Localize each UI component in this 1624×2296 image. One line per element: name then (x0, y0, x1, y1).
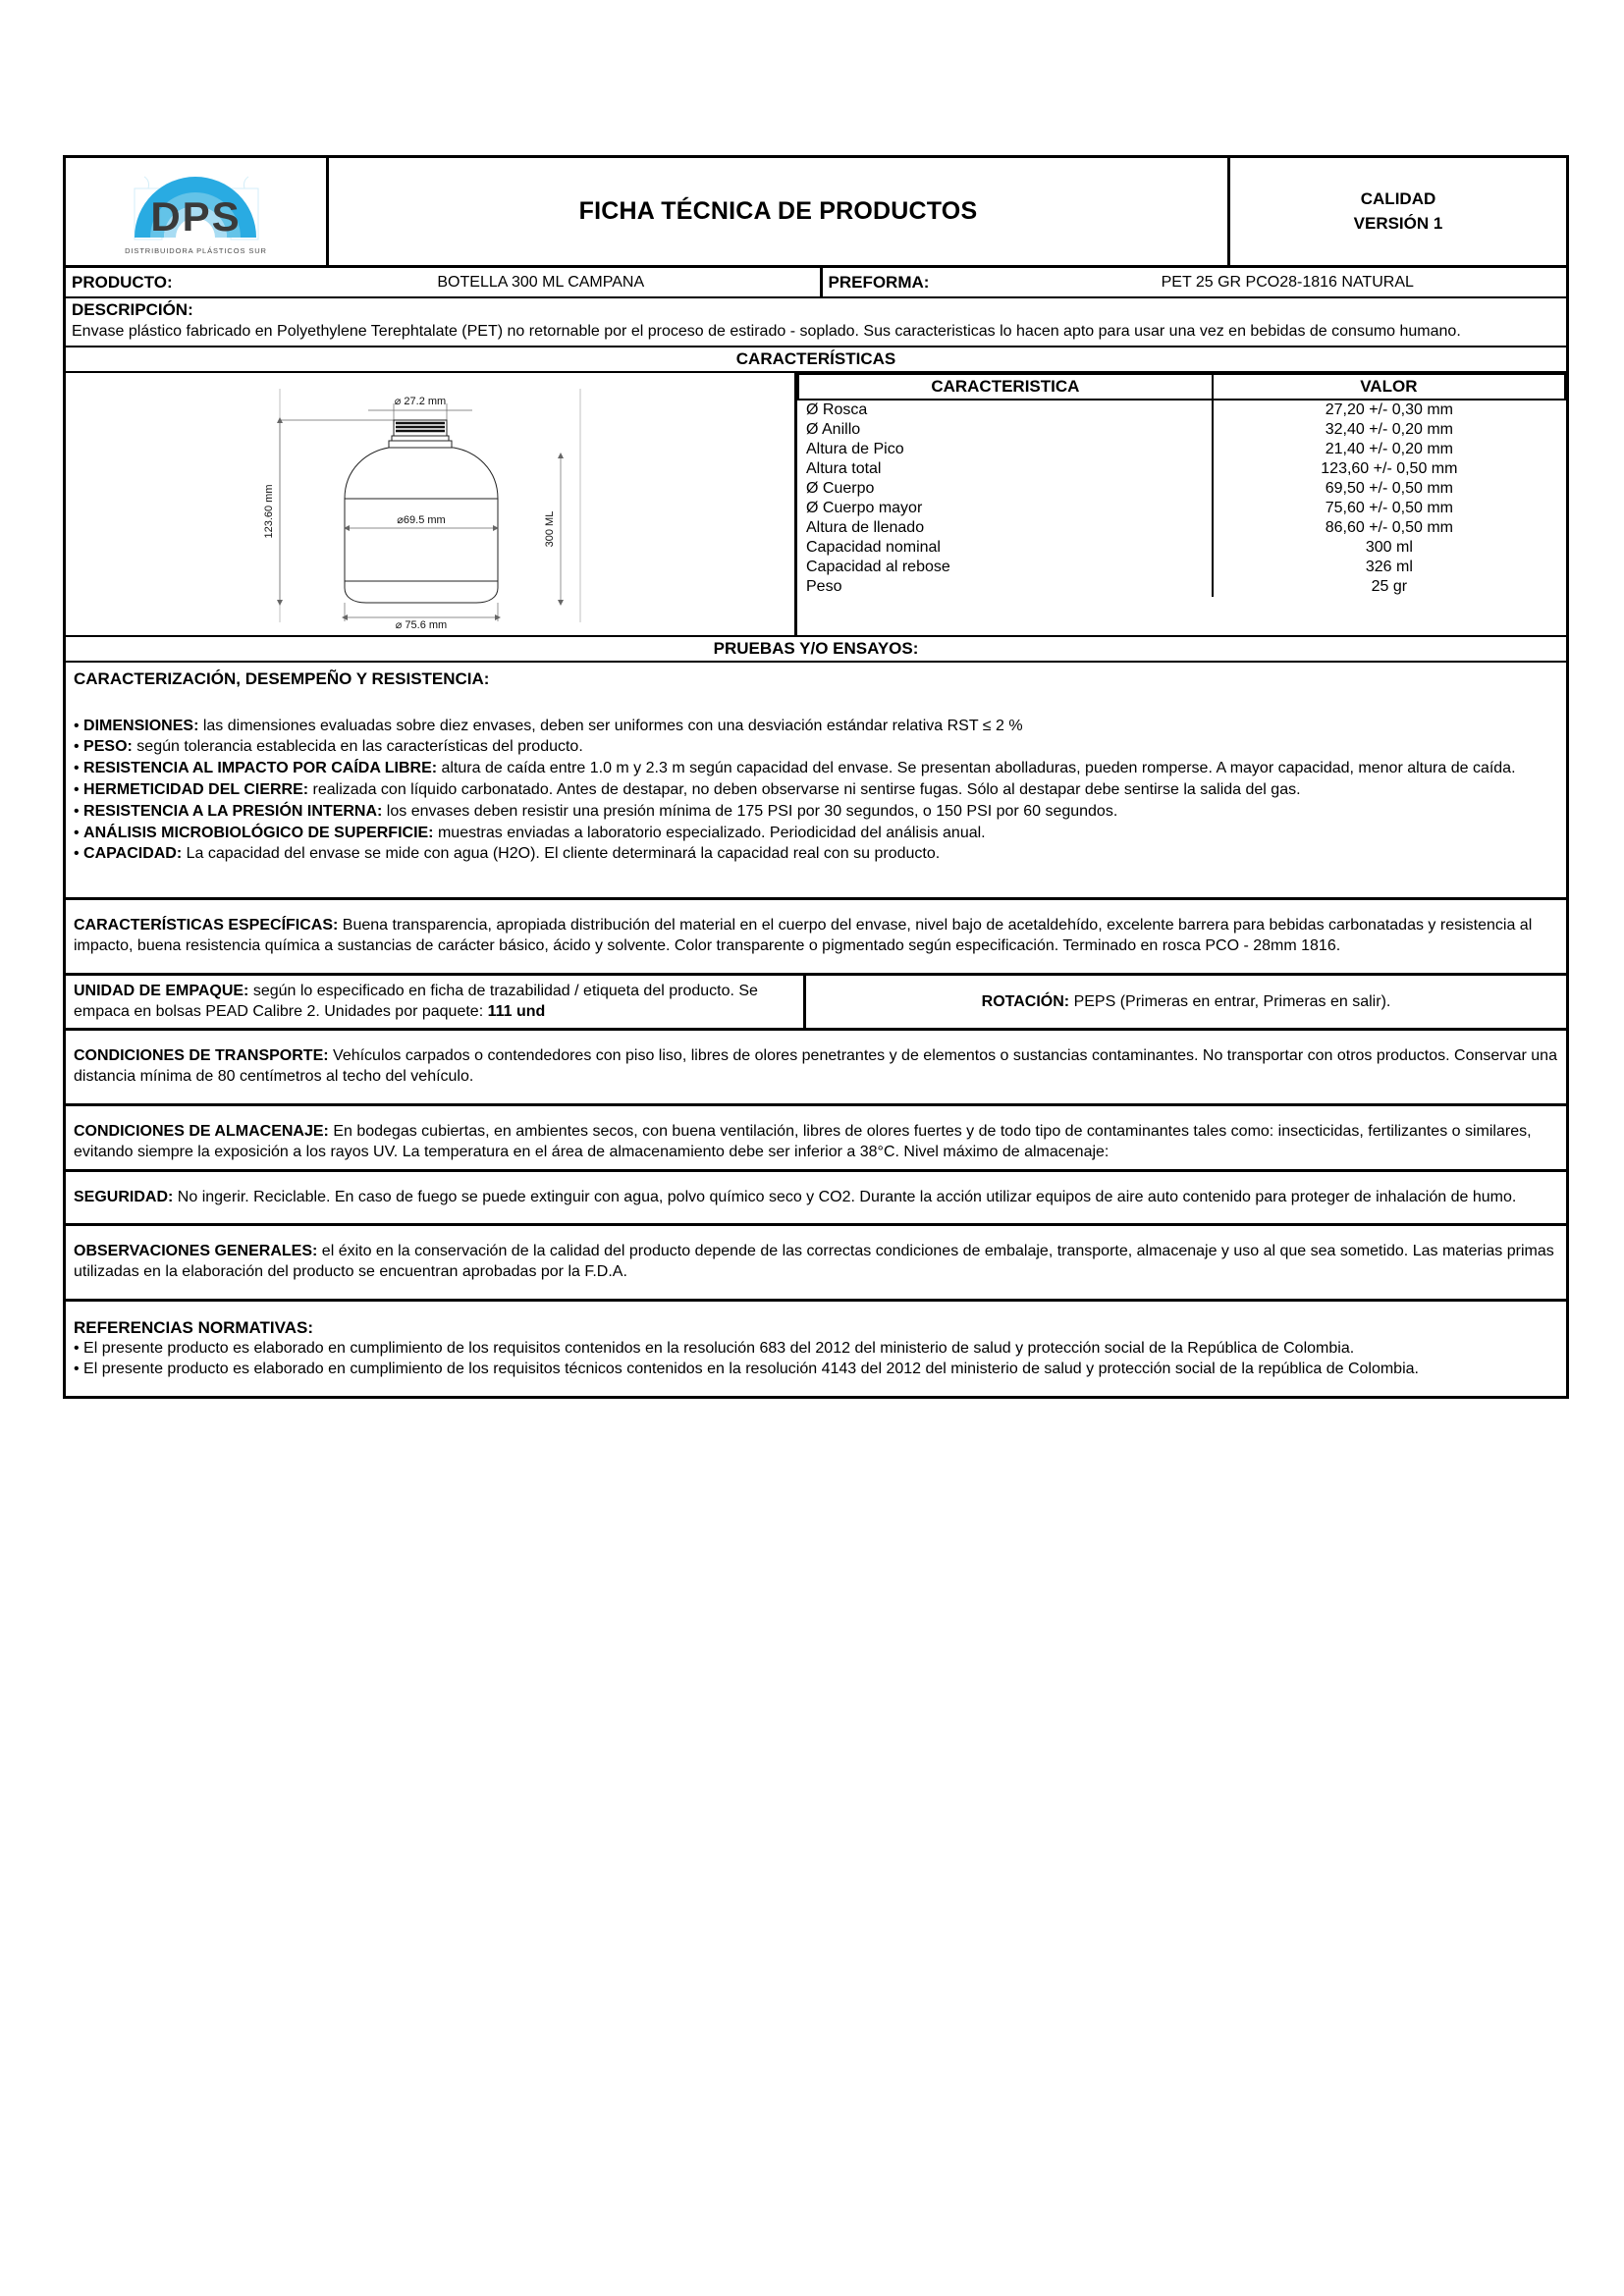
rotation-body: PEPS (Primeras en entrar, Primeras en salir). (1069, 992, 1391, 1010)
rotation-cell (806, 976, 1566, 1029)
char-name: Ø Cuerpo mayor (798, 499, 1213, 518)
normative-item: • El presente producto es elaborado en cumplimiento de los requisitos técnicos contenidos en la resolución 4143 del 2012 del ministerio de salud y protección social de la república de Colombia. (74, 1360, 1419, 1377)
characteristics-table-cell (797, 373, 1566, 635)
test-label: RESISTENCIA A LA PRESIÓN INTERNA: (83, 802, 383, 820)
dps-logo (105, 167, 287, 257)
document-title: FICHA TÉCNICA DE PRODUCTOS (329, 158, 1230, 265)
char-name: Capacidad nominal (798, 538, 1213, 558)
safety-section (66, 1172, 1566, 1227)
char-name: Capacidad al rebose (798, 558, 1213, 577)
safety-body: No ingerir. Reciclable. En caso de fuego se puede extinguir con agua, polvo químico seco y CO2. Durante la acción utilizar equipos de aire auto contenido para proteger de inhalación de humo. (173, 1188, 1517, 1205)
table-row (798, 499, 1565, 518)
test-item: • CAPACIDAD: La capacidad del envase se mide con agua (H2O). El cliente determinará la capacidad real con su producto. (74, 845, 941, 863)
normative-section (66, 1302, 1566, 1396)
storage-section (66, 1106, 1566, 1172)
test-text: La capacidad del envase se mide con agua (H2O). El cliente determinará la capacidad real con su producto. (182, 845, 941, 863)
test-text: según tolerancia establecida en las características del producto. (132, 738, 583, 756)
observations-body: el éxito en la conservación de la calidad del producto depende de las correctas condiciones de embalaje, transporte, almacenaje y uso al que sea sometido. Las materias primas utilizadas en la elaboración del producto se encuentran aprobadas por la F.D.A. (74, 1243, 1554, 1281)
characteristics-section (66, 373, 1566, 637)
version-label: VERSIÓN 1 (1353, 213, 1443, 233)
test-item: • DIMENSIONES: las dimensiones evaluadas sobre diez envases, deben ser uniformes con una desviación estándar relativa RST ≤ 2 % (74, 717, 1023, 734)
rotation-text (972, 993, 1401, 1011)
table-header-row (798, 374, 1565, 400)
product-value: BOTELLA 300 ML CAMPANA (262, 268, 823, 296)
tests-section (66, 663, 1566, 900)
logo-wordmark: DPS (150, 192, 242, 240)
product-label: PRODUCTO: (72, 272, 173, 292)
char-value: 326 ml (1365, 559, 1413, 576)
char-value: 123,60 +/- 0,50 mm (1321, 460, 1458, 478)
description-text: Envase plástico fabricado en Polyethylene Terephtalate (PET) no retornable por el proceso de estirado - soplado. Sus caracteristicas lo hacen apto para usar una vez en bebidas de consumo humano. (72, 323, 1461, 340)
table-row (798, 440, 1565, 459)
quality-version-cell (1230, 158, 1566, 265)
char-value: 27,20 +/- 0,30 mm (1325, 401, 1454, 419)
test-item: • HERMETICIDAD DEL CIERRE: realizada con líquido carbonatado. Antes de destapar, no deben observarse ni sentirse fugas. Sólo al destapar debe sentirse la salida del gas. (74, 780, 1301, 798)
packaging-label: UNIDAD DE EMPAQUE: (74, 982, 249, 999)
test-text: los envases deben resistir una presión mínima de 175 PSI por 30 segundos, o 150 PSI por 60 segundos. (382, 802, 1118, 820)
body-diameter-label: ⌀69.5 mm (397, 514, 446, 527)
test-text: muestras enviadas a laboratorio especializado. Periodicidad del análisis anual. (433, 824, 986, 841)
char-name: Peso (798, 577, 1213, 597)
storage-text (74, 1122, 1558, 1163)
packaging-text (74, 982, 795, 1023)
test-item: • RESISTENCIA A LA PRESIÓN INTERNA: los envases deben resistir una presión mínima de 175 PSI por 30 segundos, o 150 PSI por 60 segundos. (74, 802, 1118, 820)
table-row (798, 459, 1565, 479)
bottle-drawing-cell (66, 373, 797, 635)
table-row (798, 558, 1565, 577)
test-text: las dimensiones evaluadas sobre diez envases, deben ser uniformes con una desviación estándar relativa RST ≤ 2 % (198, 717, 1023, 734)
transport-section (66, 1031, 1566, 1106)
char-value: 69,50 +/- 0,50 mm (1325, 480, 1454, 498)
char-name: Ø Anillo (798, 420, 1213, 440)
tests-band: PRUEBAS Y/O ENSAYOS: (66, 637, 1566, 663)
test-label: ANÁLISIS MICROBIOLÓGICO DE SUPERFICIE: (83, 824, 434, 841)
table-row (798, 400, 1565, 420)
bottle-technical-drawing (219, 379, 641, 629)
test-label: PESO: (83, 738, 133, 756)
test-label: HERMETICIDAD DEL CIERRE: (83, 780, 309, 798)
char-name: Ø Rosca (798, 400, 1213, 420)
datasheet-table (63, 155, 1569, 1399)
packaging-body: según lo especificado en ficha de trazabilidad / etiqueta del producto. Se empaca en bolsas PEAD Calibre 2. Unidades por paquete: (74, 982, 758, 1020)
char-value: 75,60 +/- 0,50 mm (1325, 500, 1454, 517)
observations-text (74, 1242, 1558, 1283)
specific-characteristics-section (66, 900, 1566, 976)
packaging-rotation-row (66, 976, 1566, 1032)
table-row (798, 538, 1565, 558)
logo-cell (66, 158, 329, 265)
description-section (66, 298, 1566, 347)
storage-body: En bodegas cubiertas, en ambientes secos, con buena ventilación, libres de olores fuertes y de todo tipo de contaminantes tales como: insecticidas, fertilizantes o similares, evitando siempre la exposición a los rayos UV. La temperatura en el área de almacenamiento debe ser inferior a 38°C. Nivel máximo de almacenaje: (74, 1122, 1532, 1160)
test-label: DIMENSIONES: (83, 717, 199, 734)
char-name: Altura de Pico (798, 440, 1213, 459)
description-heading: DESCRIPCIÓN: (72, 300, 193, 319)
storage-label: CONDICIONES DE ALMACENAJE: (74, 1122, 329, 1140)
test-item: • PESO: según tolerancia establecida en las características del producto. (74, 738, 583, 756)
char-value: 32,40 +/- 0,20 mm (1325, 421, 1454, 439)
characteristics-band: CARACTERÍSTICAS (66, 347, 1566, 373)
char-name: Altura de llenado (798, 518, 1213, 538)
packaging-units: 111 und (487, 1002, 546, 1020)
char-value: 25 gr (1371, 578, 1408, 596)
characteristics-table (797, 373, 1566, 597)
base-diameter-label: ⌀ 75.6 mm (395, 619, 448, 630)
neck-diameter-label: ⌀ 27.2 mm (394, 396, 447, 408)
header-row (66, 158, 1566, 268)
safety-label: SEGURIDAD: (74, 1188, 174, 1205)
table-row (798, 420, 1565, 440)
normative-heading: REFERENCIAS NORMATIVAS: (74, 1317, 313, 1337)
char-name: Ø Cuerpo (798, 479, 1213, 499)
logo-tagline: DISTRIBUIDORA PLÁSTICOS SUR (125, 245, 267, 255)
col-characteristic: CARACTERISTICA (798, 374, 1213, 400)
test-text: realizada con líquido carbonatado. Antes de destapar, no deben observarse ni sentirse fugas. Sólo al destapar debe sentirse la salida del gas. (308, 780, 1301, 798)
safety-text (74, 1188, 1558, 1208)
char-value: 21,40 +/- 0,20 mm (1325, 441, 1454, 458)
rotation-label: ROTACIÓN: (981, 992, 1070, 1010)
table-row (798, 479, 1565, 499)
transport-label: CONDICIONES DE TRANSPORTE: (74, 1047, 329, 1065)
preform-value: PET 25 GR PCO28-1816 NATURAL (1161, 273, 1414, 291)
char-value: 300 ml (1365, 539, 1413, 557)
test-text: altura de caída entre 1.0 m y 2.3 m según capacidad del envase. Se presentan abolladuras, pueden romperse. A mayor capacidad, menor altura de caída. (437, 760, 1516, 777)
test-item: • RESISTENCIA AL IMPACTO POR CAÍDA LIBRE: altura de caída entre 1.0 m y 2.3 m según capacidad del envase. Se presentan abolladuras, pueden romperse. A mayor capacidad, menor altura de caída. (74, 760, 1516, 777)
char-value: 86,60 +/- 0,50 mm (1325, 519, 1454, 537)
test-item: • ANÁLISIS MICROBIOLÓGICO DE SUPERFICIE: muestras enviadas a laboratorio especializado. Periodicidad del análisis anual. (74, 824, 986, 841)
table-row (798, 577, 1565, 597)
transport-body: Vehículos carpados o contendedores con piso liso, libres de olores penetrantes y de elementos o sustancias contaminantes. No transportar con otros productos. Conservar una distancia mínima de 80 centímetros al techo del vehículo. (74, 1047, 1557, 1086)
preform-label: PREFORMA: (828, 272, 930, 292)
product-row (66, 268, 1566, 298)
total-height-label: 123.60 mm (263, 484, 275, 539)
tests-bullets (74, 717, 1558, 866)
specific-characteristics-body: Buena transparencia, apropiada distribución del material en el cuerpo del envase, nivel bajo de acetaldehído, excelente barrera para bebidas carbonatadas y resistencia al impacto, buena resistencia química a sustancias de carácter básico, ácido y solvente. Color transparente o pigmentado según especificación. Terminado en rosca PCO - 28mm 1816. (74, 917, 1533, 954)
test-label: CAPACIDAD: (83, 845, 183, 863)
tests-subtitle: CARACTERIZACIÓN, DESEMPEÑO Y RESISTENCIA: (74, 669, 490, 689)
char-name: Altura total (798, 459, 1213, 479)
capacity-label: 300 ML (544, 511, 556, 548)
normative-item: • El presente producto es elaborado en cumplimiento de los requisitos contenidos en la resolución 683 del 2012 del ministerio de salud y protección social de la República de Colombia. (74, 1340, 1355, 1357)
quality-label: CALIDAD (1360, 188, 1436, 208)
transport-text (74, 1046, 1558, 1088)
col-value: VALOR (1213, 374, 1565, 400)
observations-label: OBSERVACIONES GENERALES: (74, 1243, 318, 1260)
table-row (798, 518, 1565, 538)
specific-characteristics-text (74, 916, 1558, 957)
observations-section (66, 1226, 1566, 1302)
specific-characteristics-label: CARACTERÍSTICAS ESPECÍFICAS: (74, 917, 339, 934)
packaging-cell (66, 976, 806, 1029)
characteristics-table-body (798, 400, 1565, 597)
test-label: RESISTENCIA AL IMPACTO POR CAÍDA LIBRE: (83, 760, 438, 777)
